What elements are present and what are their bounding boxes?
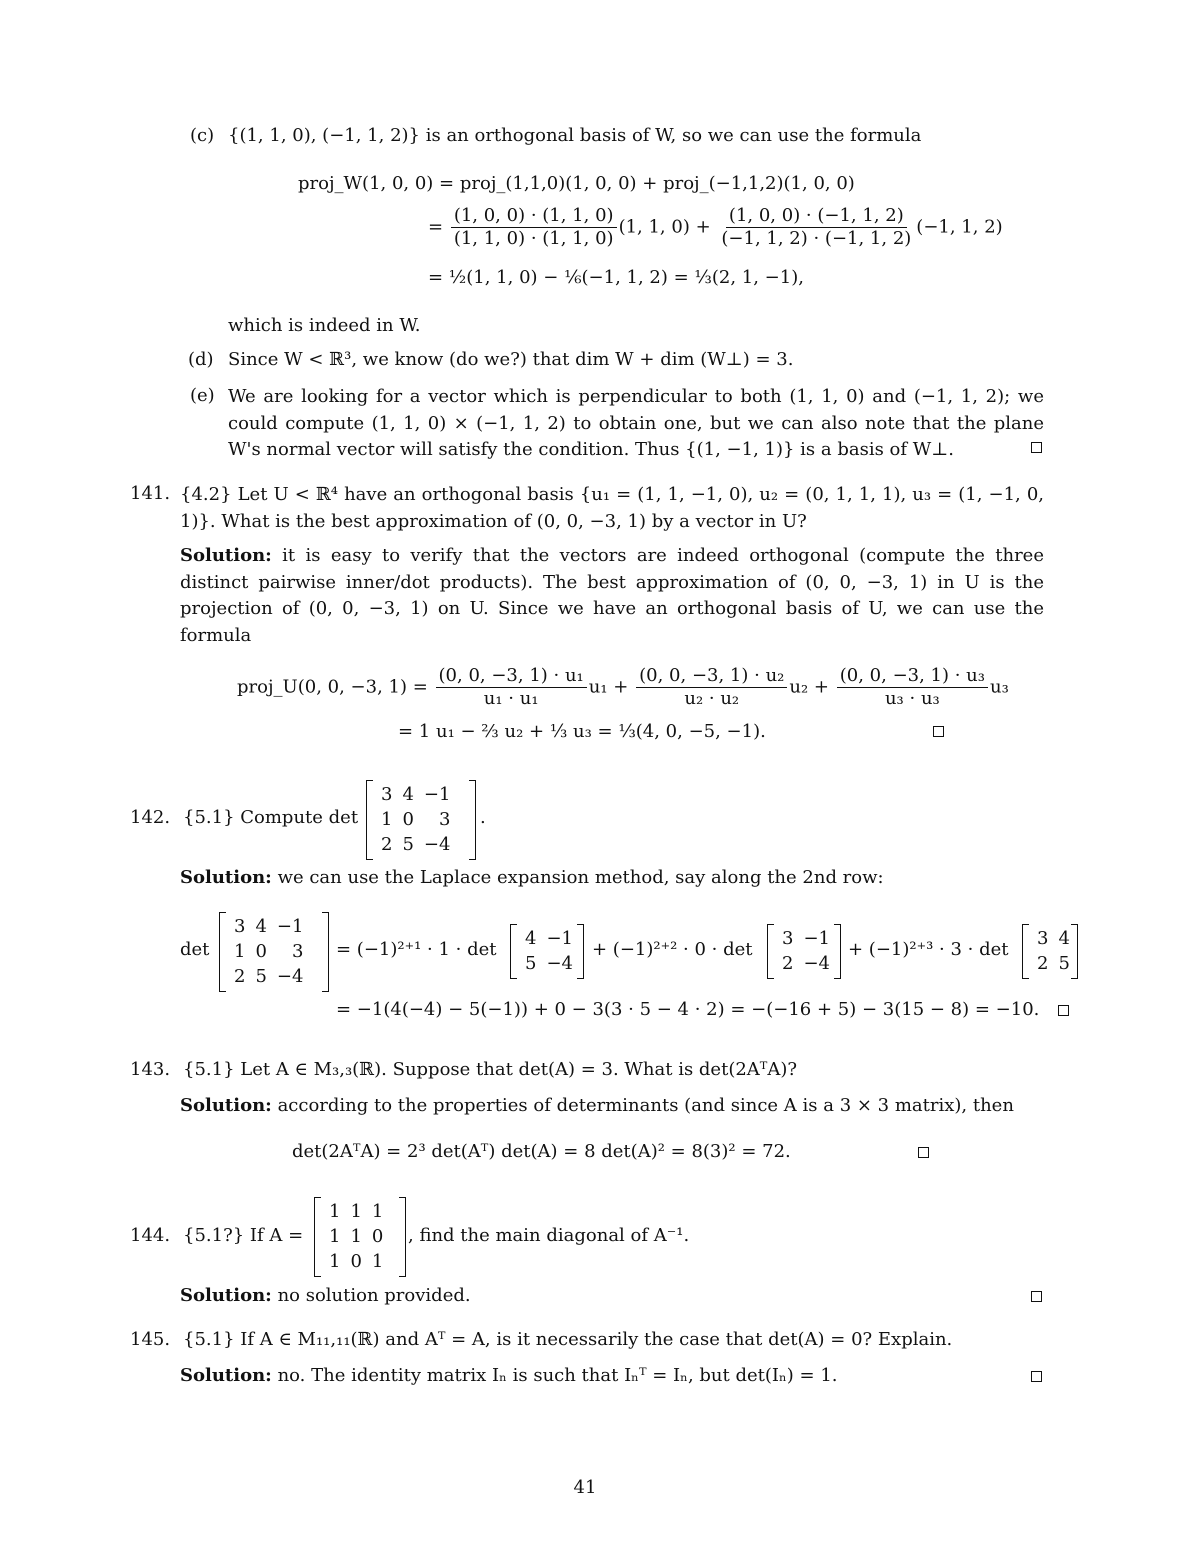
matrix-3x3 <box>219 912 329 992</box>
matrix-cell: 1 <box>329 1251 341 1272</box>
matrix-cell: 1 <box>381 809 393 830</box>
matrix-row <box>376 832 455 857</box>
period: . <box>480 807 486 828</box>
item-e-text: We are looking for a vector which is perpendicular to both (1, 1, 0) and (−1, 1, 2); we could compute (1, 1, 0) × (−1, 1, 2) to obtain one, but we can also note that the plane W's normal vector will satisfy the condition. Thus {(1, −1, 1)} is a basis of W⊥. <box>228 386 1044 460</box>
matrix-row <box>1032 951 1075 976</box>
matrix-cell: 3 <box>782 928 794 949</box>
matrix-row <box>229 964 308 989</box>
matrix-cell: 2 <box>234 966 246 987</box>
matrix-cell: 4 <box>525 928 537 949</box>
problem-143-question: {5.1} Let A ∈ M₃,₃(ℝ). Suppose that det(A) = 3. What is det(2AᵀA)? <box>183 1059 798 1080</box>
matrix-cell: 4 <box>255 916 267 937</box>
determinant-result: = −1(4(−4) − 5(−1)) + 0 − 3(3 · 5 − 4 · 2) = −(−16 + 5) − 3(15 − 8) = −10. <box>336 999 1040 1020</box>
matrix-cell: 2 <box>782 953 794 974</box>
problem-144-number: 144. <box>130 1225 171 1246</box>
det-label: det <box>180 939 210 960</box>
matrix-row <box>229 914 308 939</box>
matrix-cell: 0 <box>255 941 267 962</box>
qed-box <box>918 1147 929 1158</box>
matrix-cell: 4 <box>402 784 414 805</box>
matrix-row <box>376 782 455 807</box>
qed-box <box>1031 1291 1042 1302</box>
expansion-term-1: = (−1)²⁺¹ · 1 · det <box>336 939 497 960</box>
matrix-3x3 <box>366 780 476 860</box>
matrix-cell: −4 <box>276 966 304 987</box>
item-e-label: (e) <box>190 385 215 406</box>
problem-145-question: {5.1} If A ∈ M₁₁,₁₁(ℝ) and Aᵀ = A, is it necessarily the case that det(A) = 0? Explain. <box>183 1329 953 1350</box>
problem-141-solution: Solution: it is easy to verify that the vectors are indeed orthogonal (compute the three distinct pairwise inner/dot products). The best approximation of (0, 0, −3, 1) in U is the projection of (0, 0, −3, 1) on U. Since we have an orthogonal basis of U, we can use the formula <box>180 545 1044 646</box>
matrix-cell: 5 <box>402 834 414 855</box>
problem-144-question: {5.1?} If A = <box>183 1225 304 1246</box>
matrix-cell: 1 <box>329 1201 341 1222</box>
matrix-row <box>376 807 455 832</box>
matrix-row <box>324 1199 388 1224</box>
solution-label: Solution: <box>180 1285 272 1306</box>
matrix-cell: 3 <box>292 941 304 962</box>
item-c-intro: {(1, 1, 0), (−1, 1, 2)} is an orthogonal basis of W, so we can use the formula <box>228 125 922 146</box>
problem-143-equation: det(2AᵀA) = 2³ det(Aᵀ) det(A) = 8 det(A)² = 8(3)² = 72. <box>292 1141 791 1162</box>
matrix-cell: −1 <box>423 784 451 805</box>
matrix-cell: −1 <box>546 928 573 949</box>
solution-label: Solution: <box>180 1365 272 1386</box>
qed-box <box>1058 1005 1069 1016</box>
problem-141-question: {4.2} Let U < ℝ⁴ have an orthogonal basis {u₁ = (1, 1, −1, 0), u₂ = (0, 1, 1, 1), u₃ = (1, −1, 0, 1)}. What is the best approximation of (0, 0, −3, 1) by a vector in U? <box>180 484 1044 532</box>
matrix-cell: 2 <box>381 834 393 855</box>
expansion-term-2: + (−1)²⁺² · 0 · det <box>592 939 753 960</box>
fraction-u3: $\frac{\text{(0, 0, −3, 1) · u₃}}{\text{u₃ · u₃}}$ <box>837 666 988 709</box>
solution-label: Solution: <box>180 1095 272 1116</box>
matrix-cell: −1 <box>276 916 304 937</box>
matrix-cell: 1 <box>234 941 246 962</box>
problem-145-number: 145. <box>130 1329 171 1350</box>
matrix-cell: 0 <box>350 1251 362 1272</box>
qed-box <box>933 726 944 737</box>
qed-box <box>1031 1371 1042 1382</box>
matrix-cell: 3 <box>381 784 393 805</box>
matrix-cell: −4 <box>546 953 573 974</box>
projection-equation-line2: = $\frac{(1, 0, 0) \cdot (1, 1, 0)}{(1, 1, 0) \cdot (1, 1, 0)}$ (1, 1, 0) + $\frac{(1, 0, 0) \cdot (-1, 1, 2)}{(-1, 1, 2) \cdot (-1, 1, 2)}$ (−1, 1, 2) <box>428 205 1003 249</box>
expansion-term-3: + (−1)²⁺³ · 3 · det <box>848 939 1009 960</box>
problem-145-solution: Solution: no. The identity matrix Iₙ is such that Iₙᵀ = Iₙ, but det(Iₙ) = 1. <box>180 1365 838 1386</box>
problem-144-question-end: , find the main diagonal of A⁻¹. <box>408 1225 690 1246</box>
item-c-conclusion: which is indeed in W. <box>228 315 421 336</box>
problem-142-question: {5.1} Compute det <box>183 807 359 828</box>
matrix-2x2 <box>1022 924 1078 979</box>
projection-equation-line3: = ½(1, 1, 0) − ⅙(−1, 1, 2) = ⅓(2, 1, −1), <box>428 267 804 288</box>
matrix-cell: −4 <box>423 834 451 855</box>
matrix-cell: 5 <box>255 966 267 987</box>
fraction-u1: $\frac{\text{(0, 0, −3, 1) · u₁}}{\text{u₁ · u₁}}$ <box>436 666 587 709</box>
solution-label: Solution: <box>180 867 272 888</box>
item-d-text: Since W < ℝ³, we know (do we?) that dim W + dim (W⊥) = 3. <box>228 349 794 370</box>
item-c-label: (c) <box>190 125 215 146</box>
item-d-label: (d) <box>188 349 214 370</box>
projection-equation-line1: proj_W(1, 0, 0) = proj_(1,1,0)(1, 0, 0) + proj_(−1,1,2)(1, 0, 0) <box>298 173 855 194</box>
matrix-3x3 <box>314 1197 406 1277</box>
matrix-row <box>324 1249 388 1274</box>
matrix-cell: 0 <box>371 1226 384 1247</box>
matrix-row <box>777 951 835 976</box>
solution-label: Solution: <box>180 545 272 566</box>
matrix-cell: 4 <box>1058 928 1070 949</box>
problem-141-number: 141. <box>130 483 171 504</box>
matrix-cell: 2 <box>1037 953 1049 974</box>
fraction-2: $\frac{(1, 0, 0) \cdot (-1, 1, 2)}{(-1, 1, 2) \cdot (-1, 1, 2)}$ <box>721 205 912 249</box>
matrix-cell: 1 <box>329 1226 341 1247</box>
matrix-cell: 3 <box>234 916 246 937</box>
matrix-cell: 5 <box>1058 953 1070 974</box>
matrix-row <box>324 1224 388 1249</box>
fraction-u2: $\frac{\text{(0, 0, −3, 1) · u₂}}{\text{u₂ · u₂}}$ <box>636 666 787 709</box>
matrix-2x2 <box>510 924 584 979</box>
fraction-1: $\frac{(1, 0, 0) \cdot (1, 1, 0)}{(1, 1, 0) \cdot (1, 1, 0)}$ <box>451 206 617 249</box>
matrix-cell: 1 <box>371 1201 384 1222</box>
matrix-cell: −1 <box>803 928 830 949</box>
matrix-row <box>520 951 578 976</box>
matrix-row <box>520 926 578 951</box>
problem-144-solution: Solution: no solution provided. <box>180 1285 471 1306</box>
problem-143-number: 143. <box>130 1059 171 1080</box>
matrix-cell: 1 <box>371 1251 384 1272</box>
problem-141-equation: proj_U(0, 0, −3, 1) = $\frac{\text{(0, 0, −3, 1) · u₁}}{\text{u₁ · u₁}}$ u₁ + $\frac{\text{(0, 0, −3, 1) · u₂}}{\text{u₂ · u₂}}$ u₂ + $\frac{\text{(0, 0, −3, 1) · u₃}}{\text{u₃ · u₃}}$ u₃ <box>237 665 1009 709</box>
matrix-2x2 <box>767 924 841 979</box>
problem-143-solution: Solution: according to the properties of determinants (and since A is a 3 × 3 matrix), then <box>180 1095 1014 1116</box>
problem-141-result: = 1 u₁ − ⅔ u₂ + ⅓ u₃ = ⅓(4, 0, −5, −1). <box>398 721 766 742</box>
matrix-cell: 1 <box>350 1226 362 1247</box>
qed-box <box>1031 442 1042 453</box>
matrix-row <box>777 926 835 951</box>
matrix-row <box>229 939 308 964</box>
matrix-row <box>1032 926 1075 951</box>
matrix-cell: 3 <box>439 809 451 830</box>
matrix-cell: −4 <box>803 953 830 974</box>
matrix-cell: 1 <box>350 1201 362 1222</box>
page-number: 41 <box>573 1477 597 1498</box>
problem-142-solution: Solution: we can use the Laplace expansion method, say along the 2nd row: <box>180 867 884 888</box>
matrix-cell: 0 <box>402 809 414 830</box>
matrix-cell: 5 <box>525 953 537 974</box>
matrix-cell: 3 <box>1037 928 1049 949</box>
problem-142-number: 142. <box>130 807 171 828</box>
